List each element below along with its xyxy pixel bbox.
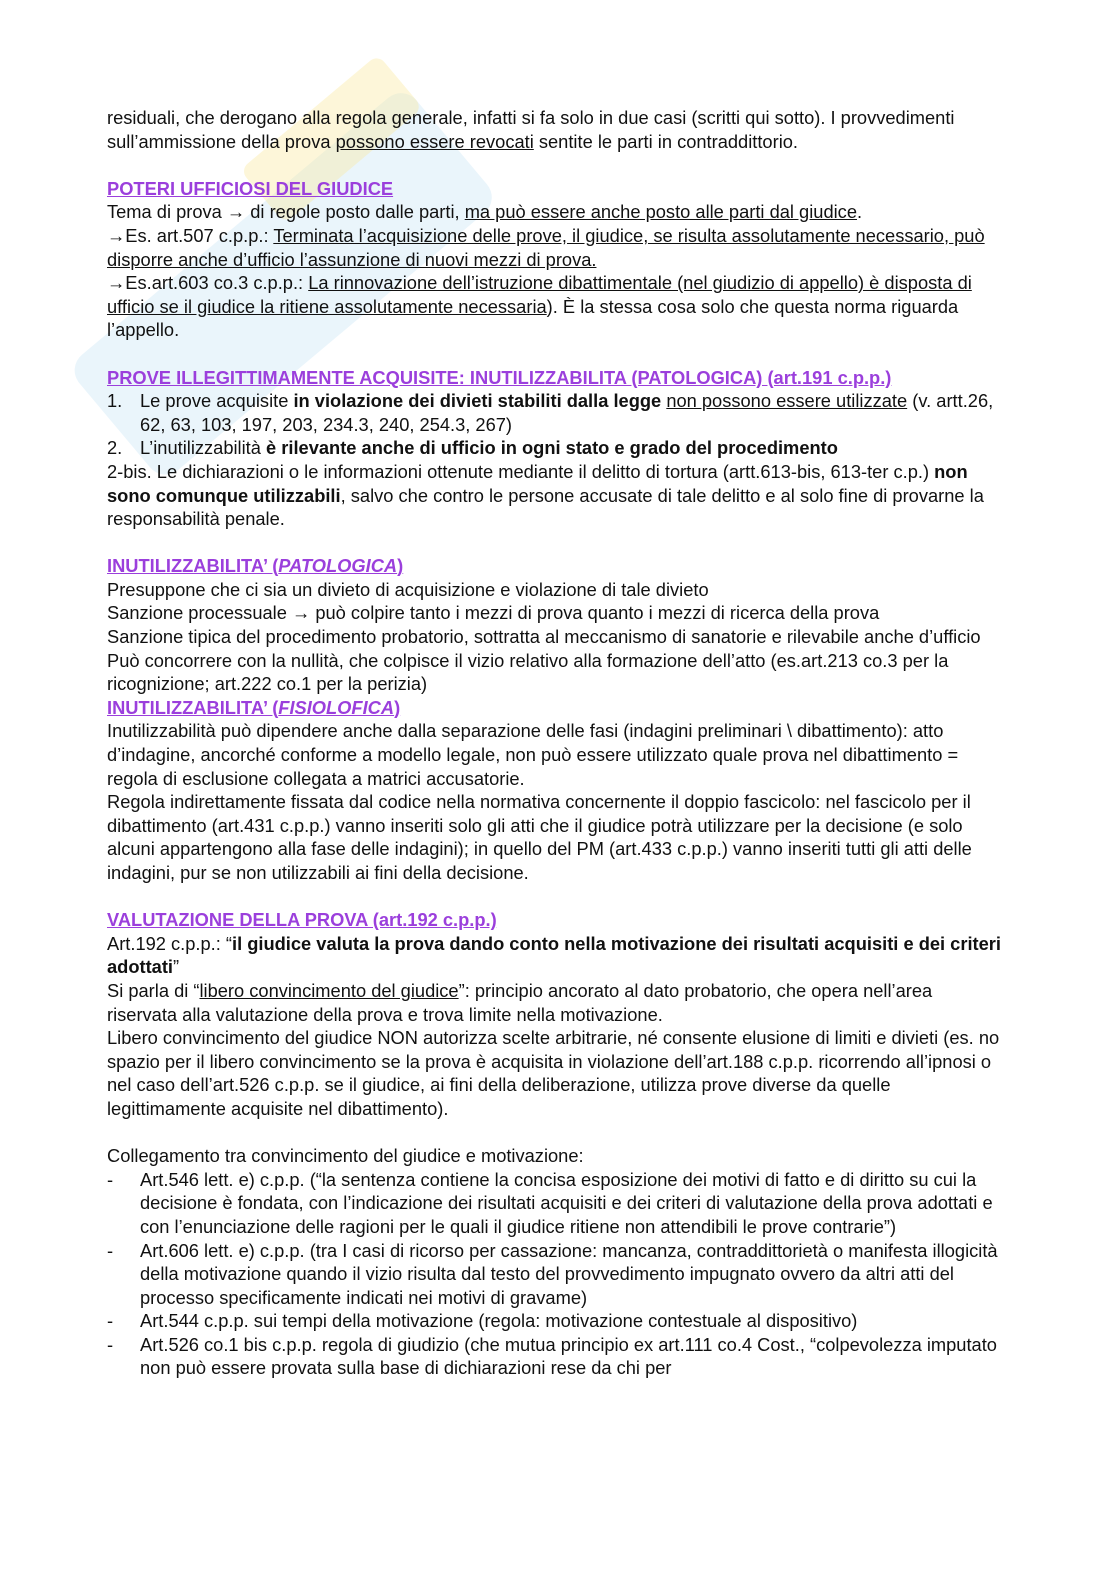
arrow-icon: → <box>107 224 126 246</box>
heading-valutazione: VALUTAZIONE DELLA PROVA (art.192 c.p.p.) <box>107 909 497 931</box>
list-item: - Art.606 lett. e) c.p.p. (tra I casi di ricorso per cassazione: mancanza, contraddittorietà o manifesta illogicità della motivazione quando il vizio risulta dal testo del provvedimento impugnato ovvero da altri atti del processo specificamente indicati nei motivi di gravame) <box>107 1239 998 1308</box>
fisiologica-line-1: Inutilizzabilità può dipendere anche dalla separazione delle fasi (indagini preliminari \ dibattimento): atto d’indagine, ancorché conforme a modello legale, non può essere utilizzato quale prova nel dibattimento = regola di esclusione collegata a matrici accusatorie. <box>107 720 959 789</box>
valutazione-line-4: Collegamento tra convincimento del giudice e motivazione: <box>107 1145 584 1167</box>
bis-paragraph: 2-bis. Le dichiarazioni o le informazioni ottenute mediante il delitto di tortura (artt.613-bis, 613-ter c.p.) non sono comunque utilizzabili, salvo che contro le persone accusate di tale delitto e al solo fine di provarne la responsabilità penale. <box>107 460 984 530</box>
document-page <box>107 106 1007 1380</box>
intro-paragraph: residuali, che derogano alla regola generale, infatti si fa solo in due casi (scritti qui sotto). I provvedimenti sull’ammissione della prova possono essere revocati sentite le parti in contraddittorio. <box>107 107 955 152</box>
numbered-list <box>107 389 1007 460</box>
valutazione-line-2: Si parla di “libero convincimento del giudice”: principio ancorato al dato probatorio, che opera nell’area riservata alla valutazione della prova e trova limite nella motivazione. <box>107 979 933 1025</box>
heading-fisiologica: INUTILIZZABILITA’ (FISIOLOFICA) <box>107 696 401 718</box>
list-item: - Art.526 co.1 bis c.p.p. regola di giudizio (che mutua principio ex art.111 co.4 Cost., “colpevolezza imputato non può essere provata sulla base di dichiarazioni rese da chi per <box>107 1333 997 1379</box>
fisiologica-line-2: Regola indirettamente fissata dal codice nella normativa concernente il doppio fascicolo: nel fascicolo per il dibattimento (art.431 c.p.p.) vanno inseriti solo gli atti che il giudice potrà utilizzare per la decisione (e solo alcuni appartengono alla fase delle indagini); in quello del PM (art.433 c.p.p.) vanno inseriti tutti gli atti delle indagini, pur se non utilizzabili ai fini della decisione. <box>107 791 972 883</box>
list-item: - Art.544 c.p.p. sui tempi della motivazione (regola: motivazione contestuale al dispositivo) <box>107 1310 858 1332</box>
poteri-line-2: →Es. art.507 c.p.p.: Terminata l’acquisizione delle prove, il giudice, se risulta assolutamente necessario, può disporre anche d’ufficio l’assunzione di nuovi mezzi di prova. <box>107 224 985 270</box>
list-item: - Art.546 lett. e) c.p.p. (“la sentenza contiene la concisa esposizione dei motivi di fatto e di diritto su cui la decisione è fondata, con l’indicazione dei risultati acquisiti e dei criteri di valutazione della prova adottati e con l’enunciazione delle ragioni per le quali il giudice ritiene non attendibili le prove contrarie”) <box>107 1168 993 1237</box>
valutazione-line-1: Art.192 c.p.p.: “il giudice valuta la prova dando conto nella motivazione dei risultati acquisiti e dei criteri adottati” <box>107 932 1001 978</box>
poteri-line-1: Tema di prova → di regole posto dalle parti, ma può essere anche posto alle parti dal giudice. <box>107 201 863 223</box>
heading-poteri: POTERI UFFICIOSI DEL GIUDICE <box>107 177 394 199</box>
patologica-line-3: Sanzione tipica del procedimento probatorio, sottratta al meccanismo di sanatorie e rilevabile anche d’ufficio <box>107 626 981 648</box>
patologica-line-1: Presuppone che ci sia un divieto di acquisizione e violazione di tale divieto <box>107 578 709 600</box>
heading-illegittime: PROVE ILLEGITTIMAMENTE ACQUISITE: INUTILIZZABILITA (PATOLOGICA) (art.191 c.p.p.) <box>107 366 892 388</box>
list-item: 1. Le prove acquisite in violazione dei divieti stabiliti dalla legge non possono essere utilizzate (v. artt.26, 62, 63, 103, 197, 203, 234.3, 240, 254.3, 267) <box>107 390 994 435</box>
patologica-line-2: Sanzione processuale → può colpire tanto i mezzi di prova quanto i mezzi di ricerca della prova <box>107 602 880 624</box>
arrow-icon: → <box>107 272 126 294</box>
list-item: 2. L’inutilizzabilità è rilevante anche di ufficio in ogni stato e grado del procedimento <box>107 437 838 459</box>
heading-patologica: INUTILIZZABILITA’ (PATOLOGICA) <box>107 555 404 577</box>
patologica-line-4: Può concorrere con la nullità, che colpisce il vizio relativo alla formazione dell’atto (es.art.213 co.3 per la ricognizione; art.222 co.1 per la perizia) <box>107 649 949 695</box>
arrow-icon: → <box>291 602 311 624</box>
valutazione-line-3: Libero convincimento del giudice NON autorizza scelte arbitrarie, né consente elusione di limiti e divieti (es. no spazio per il libero convincimento se la prova è acquisita in violazione dell’art.188 c.p.p. ricorrendo all’ipnosi o nel caso dell’art.526 c.p.p. se il giudice, ai fini della deliberazione, utilizza prove diverse da quelle legittimamente acquisite nel dibattimento). <box>107 1027 1000 1119</box>
poteri-line-3: →Es.art.603 co.3 c.p.p.: La rinnovazione dell’istruzione dibattimentale (nel giudizio di appello) è disposta di ufficio se il giudice la ritiene assolutamente necessaria). È la stessa cosa solo che questa norma riguarda l’appello. <box>107 272 972 341</box>
arrow-icon: → <box>226 201 246 223</box>
bullet-list <box>107 1168 1007 1380</box>
